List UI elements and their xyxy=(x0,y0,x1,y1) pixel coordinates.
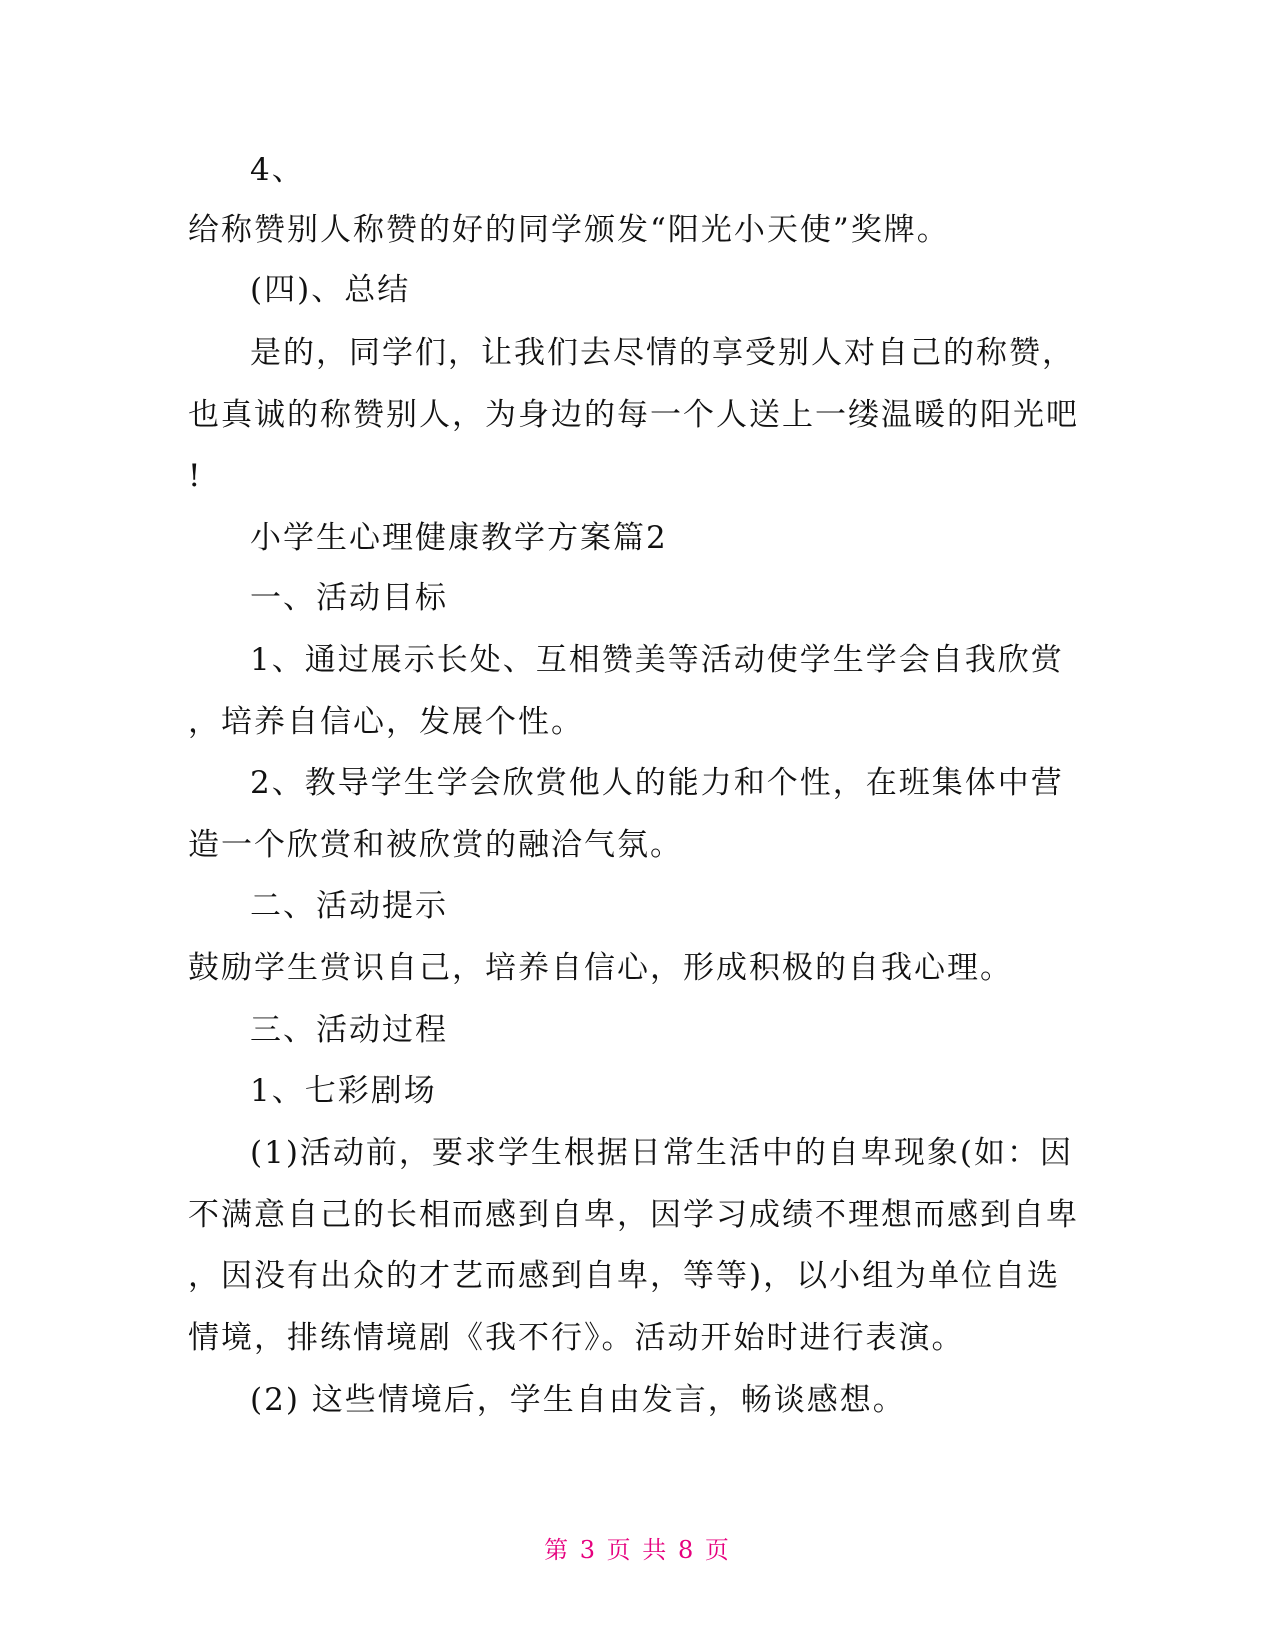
paragraph-line: 也真诚的称赞别人，为身边的每一个人送上一缕温暖的阳光吧 xyxy=(188,397,1079,433)
paragraph-line: ! xyxy=(188,458,203,494)
paragraph-line: 是的，同学们，让我们去尽情的享受别人对自己的称赞， xyxy=(250,335,1075,371)
paragraph-line: 鼓励学生赏识自己，培养自信心，形成积极的自我心理。 xyxy=(188,950,1013,986)
paragraph-line: ，因没有出众的才艺而感到自卑，等等)，以小组为单位自选 xyxy=(188,1258,1061,1294)
list-number-4: 4、 xyxy=(250,152,305,188)
paragraph-line: 1、通过展示长处、互相赞美等活动使学生学会自我欣赏 xyxy=(250,642,1064,678)
section-heading-summary: (四)、总结 xyxy=(250,272,411,308)
section-heading-goals: 一、活动目标 xyxy=(250,580,448,616)
paragraph-line: 给称赞别人称赞的好的同学颁发“阳光小天使”奖牌。 xyxy=(188,212,950,248)
paragraph-line: 造一个欣赏和被欣赏的融洽气氛。 xyxy=(188,827,683,863)
paragraph-line: 情境，排练情境剧《我不行》。活动开始时进行表演。 xyxy=(188,1320,965,1356)
section-heading-tips: 二、活动提示 xyxy=(250,888,448,924)
paragraph-line: ，培养自信心，发展个性。 xyxy=(188,704,584,740)
paragraph-line: 2、教导学生学会欣赏他人的能力和个性，在班集体中营 xyxy=(250,765,1064,801)
paragraph-line: (1)活动前，要求学生根据日常生活中的自卑现象(如：因 xyxy=(250,1135,1074,1171)
paragraph-line: (2) 这些情境后，学生自由发言，畅谈感想。 xyxy=(250,1382,906,1418)
subsection-heading: 1、七彩剧场 xyxy=(250,1073,437,1109)
section-heading-process: 三、活动过程 xyxy=(250,1012,448,1048)
article-title: 小学生心理健康教学方案篇2 xyxy=(250,520,668,556)
paragraph-line: 不满意自己的长相而感到自卑，因学习成绩不理想而感到自卑 xyxy=(188,1197,1079,1233)
page-number-footer: 第 3 页 共 8 页 xyxy=(544,1536,731,1564)
